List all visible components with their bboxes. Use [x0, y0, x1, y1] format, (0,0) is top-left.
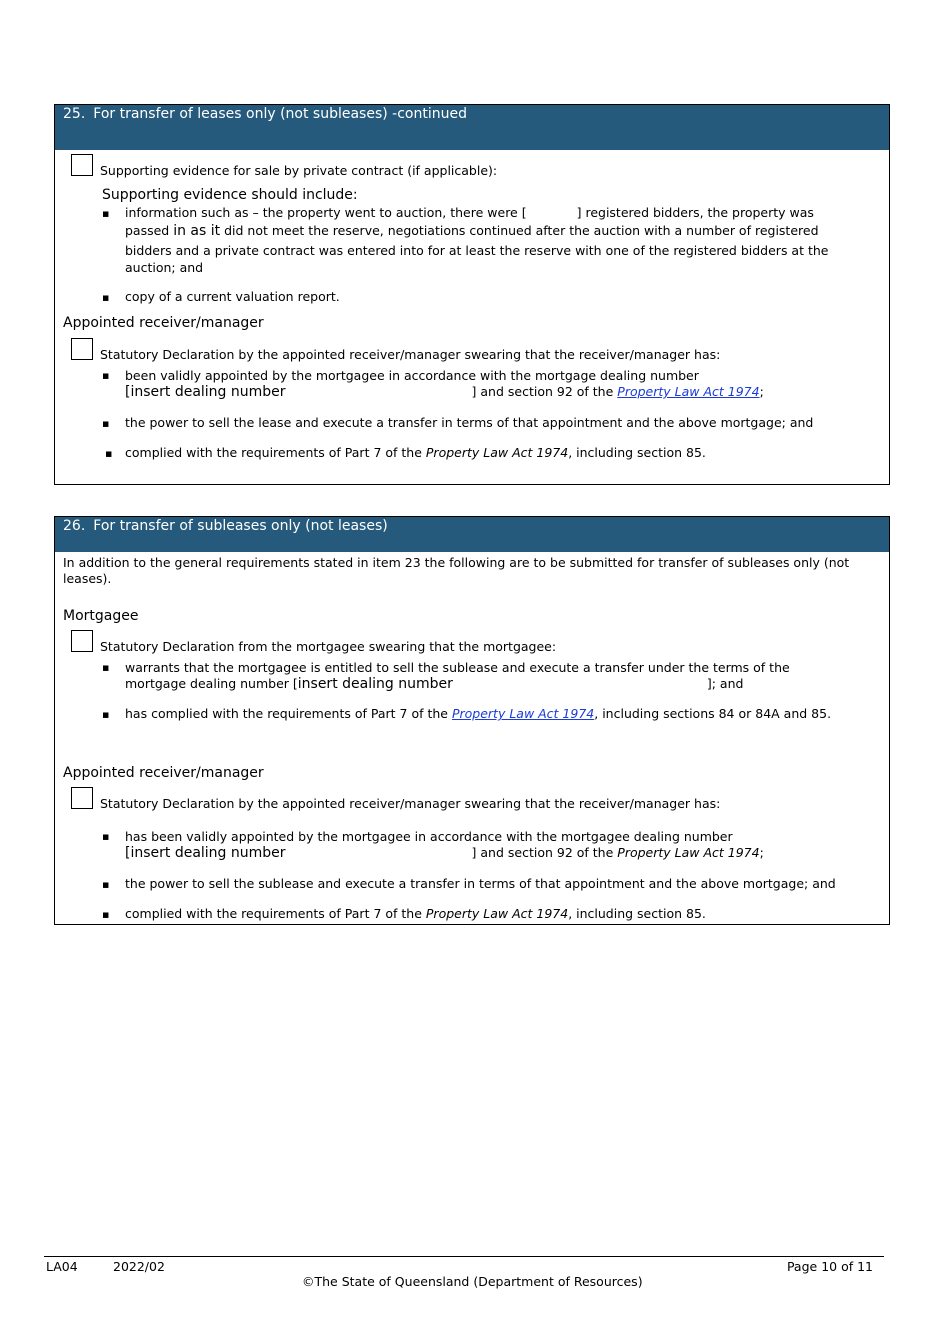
receiver-bullet-2: the power to sell the lease and execute a transfer in terms of that appointment and the above mortgage; and — [125, 415, 814, 430]
mortgagee-checkbox[interactable] — [71, 630, 93, 652]
receiver-bullet-3: complied with the requirements of Part 7 of the Property Law Act 1974, including section 85. — [125, 445, 706, 460]
receiver-bullet-3: complied with the requirements of Part 7 of the Property Law Act 1974, including section 85. — [125, 906, 706, 921]
supporting-evidence-heading: Supporting evidence should include: — [102, 187, 358, 203]
intro-line-1: In addition to the general requirements stated in item 23 the following are to be submitted for transfer of subleases only (not — [63, 555, 850, 570]
bullet-icon: ▪ — [102, 291, 110, 304]
footer-divider — [44, 1256, 884, 1257]
receiver-label: Statutory Declaration by the appointed receiver/manager swearing that the receiver/manager has: — [100, 347, 721, 362]
bullet-icon: ▪ — [102, 207, 110, 220]
section-26 — [54, 516, 890, 925]
evidence-bullet-1-line-2: passed in as it did not meet the reserve, negotiations continued after the auction with a number of registered — [125, 223, 819, 239]
section-number: 25. — [63, 106, 86, 122]
insert-dealing-number-field[interactable]: [insert dealing number — [125, 384, 286, 400]
property-law-act-link[interactable]: Property Law Act 1974 — [617, 384, 760, 399]
receiver-checkbox[interactable] — [71, 338, 93, 360]
receiver-checkbox[interactable] — [71, 787, 93, 809]
section-25 — [54, 104, 890, 485]
bullet-icon: ▪ — [102, 417, 110, 430]
mortgagee-label: Statutory Declaration from the mortgagee swearing that the mortgagee: — [100, 639, 557, 654]
bullet-icon: ▪ — [102, 830, 110, 843]
bullet-icon: ▪ — [102, 908, 110, 921]
bullet-icon: ▪ — [102, 878, 110, 891]
insert-dealing-number-field[interactable]: insert dealing number — [297, 676, 453, 692]
footer-form-code: LA04 — [46, 1259, 78, 1274]
evidence-bullet-2: copy of a current valuation report. — [125, 289, 340, 304]
receiver-bullet-1-line-2: [insert dealing number ] and section 92 of the Property Law Act 1974; — [125, 384, 764, 400]
evidence-bullet-1-line-3: bidders and a private contract was entered into for at least the reserve with one of the registered bidders at the — [125, 243, 829, 258]
mortgagee-bullet-2: has complied with the requirements of Part 7 of the Property Law Act 1974, including sections 84 or 84A and 85. — [125, 706, 832, 721]
section-26-header — [55, 517, 889, 552]
receiver-heading: Appointed receiver/manager — [63, 315, 264, 331]
section-number: 26. — [63, 518, 86, 534]
receiver-bullet-2: the power to sell the sublease and execute a transfer in terms of that appointment and the above mortgage; and — [125, 876, 836, 891]
footer-copyright: ©The State of Queensland (Department of Resources) — [302, 1274, 643, 1289]
mortgagee-heading: Mortgagee — [63, 608, 139, 624]
receiver-bullet-1-line-2: [insert dealing number ] and section 92 of the Property Law Act 1974; — [125, 845, 764, 861]
mortgagee-bullet-1-line-1: warrants that the mortgagee is entitled to sell the sublease and execute a transfer under the terms of the — [125, 660, 790, 675]
intro-line-2: leases). — [63, 571, 112, 586]
property-law-act-link[interactable]: Property Law Act 1974 — [451, 706, 595, 721]
footer-page-number: Page 10 of 11 — [786, 1259, 873, 1274]
receiver-bullet-1-line-1: been validly appointed by the mortgagee in accordance with the mortgage dealing number — [125, 368, 699, 383]
section-title: For transfer of leases only (not subleases) -continued — [93, 106, 467, 122]
mortgagee-bullet-1-line-2: mortgage dealing number [insert dealing number ]; and — [125, 676, 744, 692]
bullet-icon: ▪ — [102, 369, 110, 382]
insert-dealing-number-field[interactable]: [insert dealing number — [125, 845, 286, 861]
private-contract-label: Supporting evidence for sale by private contract (if applicable): — [100, 163, 498, 178]
evidence-bullet-1-line-4: auction; and — [125, 260, 204, 275]
receiver-label: Statutory Declaration by the appointed receiver/manager swearing that the receiver/manager has: — [100, 796, 721, 811]
receiver-bullet-1-line-1: has been validly appointed by the mortgagee in accordance with the mortgagee dealing number — [125, 829, 733, 844]
section-25-header — [55, 105, 889, 150]
section-title: For transfer of subleases only (not leases) — [93, 518, 388, 534]
private-contract-checkbox[interactable] — [71, 154, 93, 176]
bullet-icon: ▪ — [105, 447, 113, 460]
receiver-heading: Appointed receiver/manager — [63, 765, 264, 781]
bullet-icon: ▪ — [102, 708, 110, 721]
evidence-bullet-1-line-1: information such as – the property went to auction, there were [ ] registered bidders, the property was — [125, 205, 814, 220]
footer-version: 2022/02 — [113, 1259, 165, 1274]
bullet-icon: ▪ — [102, 661, 110, 674]
